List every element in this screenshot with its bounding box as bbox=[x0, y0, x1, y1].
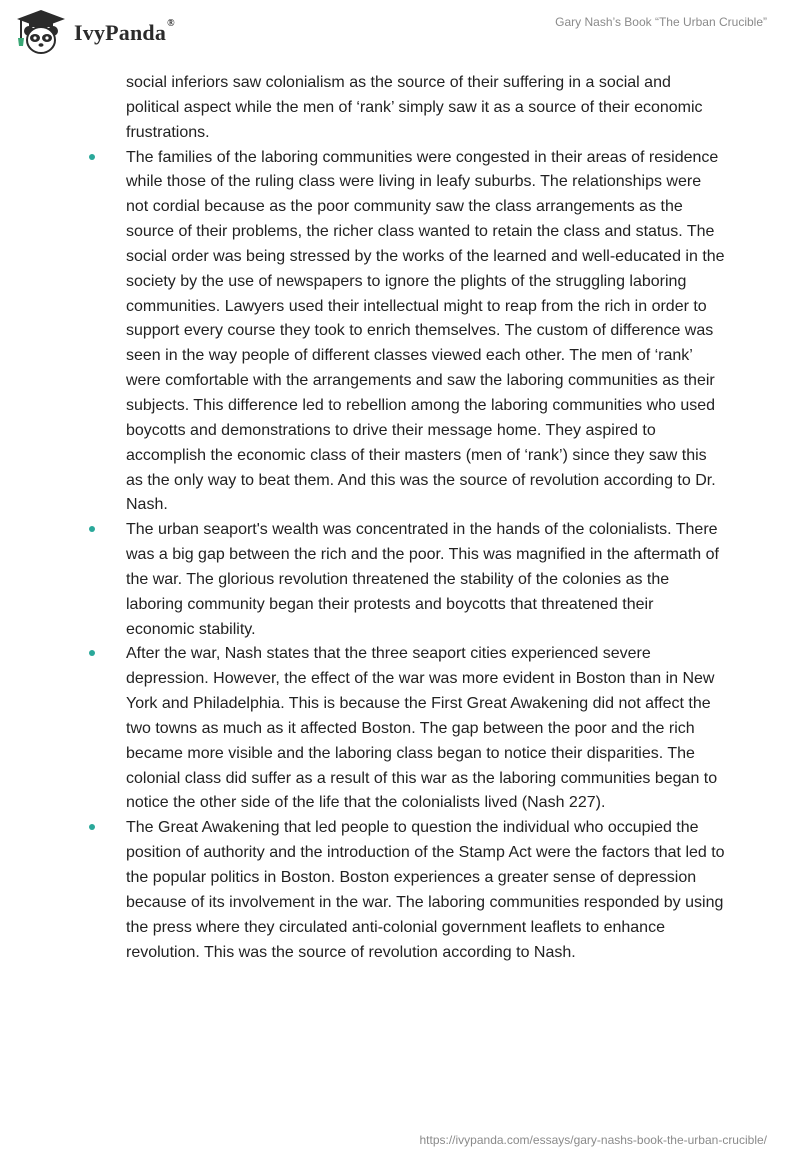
continued-paragraph: social inferiors saw colonialism as the source of their suffering in a social and political aspect while the men of ‘rank’ simply saw it as a source of their economic frustrations. bbox=[126, 74, 703, 141]
essay-content bbox=[126, 71, 726, 965]
list-item-text: The Great Awakening that led people to question the individual who occupied the position of authority and the introduction of the Stamp Act were the factors that led to the popular politics in Boston. Boston experiences a greater sense of depression because of its involvement in the war. The laboring communities responded by using the press where they circulated anti-colonial government leaflets to enhance revolution. This was the source of revolution according to Nash. bbox=[126, 819, 725, 961]
bullet-dot-icon bbox=[89, 824, 95, 830]
ivypanda-logo[interactable] bbox=[15, 8, 175, 56]
bullet-list bbox=[126, 146, 726, 966]
list-item bbox=[126, 642, 726, 816]
registered-mark: ® bbox=[167, 18, 175, 29]
list-item-text: The families of the laboring communities were congested in their areas of residence while those of the ruling class were living in leafy suburbs. The relationships were not cordial because as the poor community saw the class arrangements as the source of their problems, the richer class wanted to retain the class and status. The social order was being stressed by the works of the learned and well-educated in the society by the use of newspapers to ignore the plights of the struggling laboring communities. Lawyers used their intellectual might to reap from the rich in order to support every course they took to enrich themselves. The custom of difference was seen in the way people of different classes viewed each other. The men of ‘rank’ were comfortable with the arrangements and saw the laboring communities as their subjects. This difference led to rebellion among the laboring communities who used boycotts and demonstrations to drive their message home. They aspired to accomplish the economic class of their masters (men of ‘rank’) since they saw this as the only way to beat them. And this was the source of revolution according to Dr. Nash. bbox=[126, 148, 725, 514]
list-item bbox=[126, 146, 726, 519]
brand-text: IvyPanda bbox=[74, 20, 167, 45]
list-item-text: The urban seaport's wealth was concentrated in the hands of the colonialists. There was a big gap between the rich and the poor. This was magnified in the aftermath of the war. The glorious revolution threatened the stability of the colonies as the laboring community began their protests and boycotts that threatened their economic stability. bbox=[126, 521, 719, 638]
source-url-link[interactable]: https://ivypanda.com/essays/gary-nashs-book-the-urban-crucible/ bbox=[419, 1133, 767, 1147]
list-item bbox=[126, 816, 726, 965]
panda-logo-icon bbox=[15, 8, 67, 56]
page-header bbox=[0, 0, 800, 70]
list-item bbox=[126, 518, 726, 642]
bullet-dot-icon bbox=[89, 154, 95, 160]
bullet-dot-icon bbox=[89, 650, 95, 656]
document-title: Gary Nash’s Book “The Urban Crucible” bbox=[555, 15, 767, 29]
bullet-dot-icon bbox=[89, 526, 95, 532]
brand-name bbox=[74, 20, 175, 46]
list-item-text: After the war, Nash states that the three seaport cities experienced severe depression. However, the effect of the war was more evident in Boston than in New York and Philadelphia. This is because the First Great Awakening did not affect the two towns as much as it affected Boston. The gap between the poor and the rich became more visible and the laboring class began to notice their disparities. The colonial class did suffer as a result of this war as the laboring communities began to notice the other side of the life that the colonialists lived (Nash 227). bbox=[126, 645, 718, 812]
